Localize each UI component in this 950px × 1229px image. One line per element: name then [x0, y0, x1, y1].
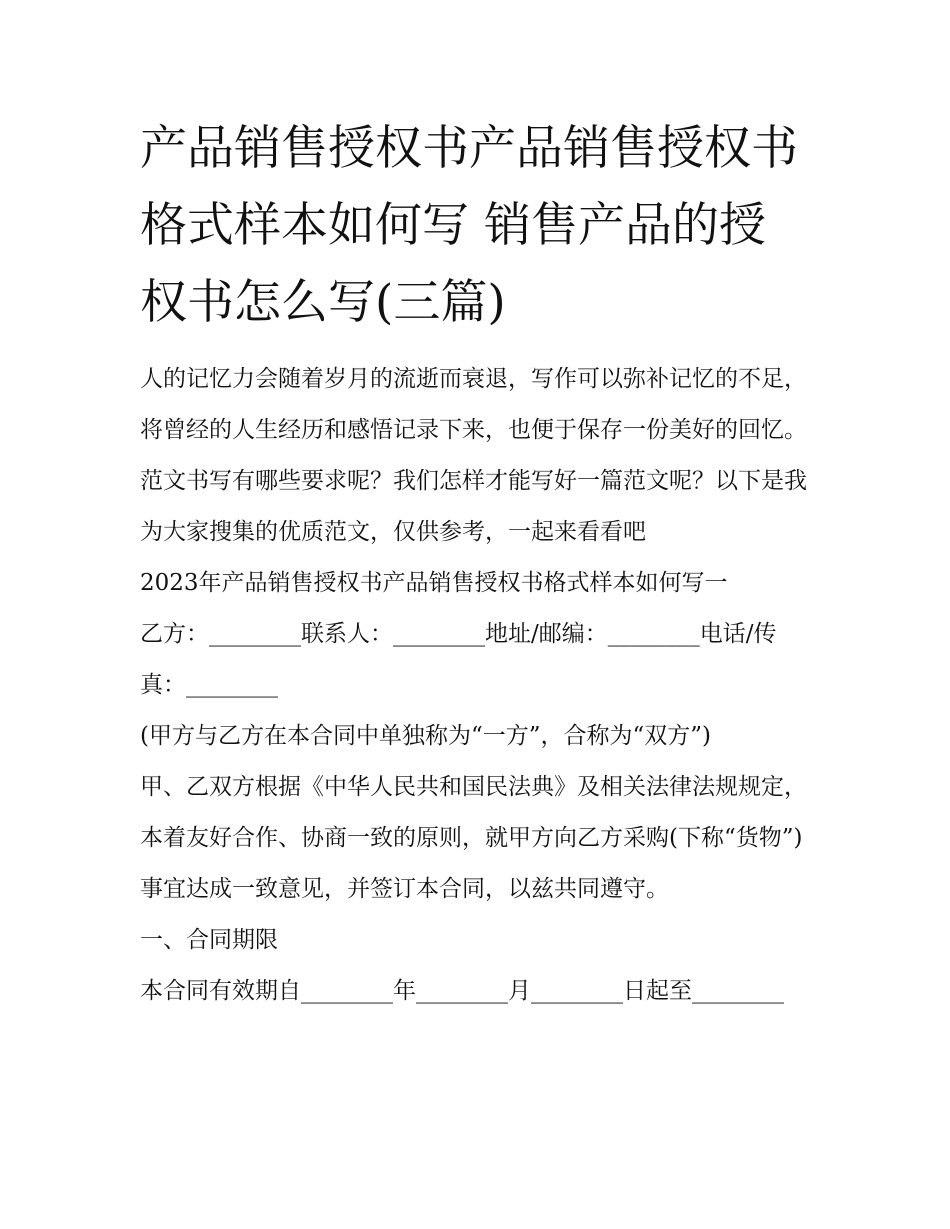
document-body	[140, 354, 812, 1017]
section-heading: 2023年产品销售授权书产品销售授权书格式样本如何写一	[140, 570, 728, 596]
document-title: 产品销售授权书产品销售授权书格式样本如何写 销售产品的授权书怎么写(三篇)	[140, 121, 798, 330]
intro-paragraph: 人的记忆力会随着岁月的流逝而衰退，写作可以弥补记忆的不足，将曾经的人生经历和感悟记录下来，也便于保存一份美好的回忆。范文书写有哪些要求呢？我们怎样才能写好一篇范文呢？以下是我为大家搜集的优质范文，仅供参考，一起来看看吧	[140, 366, 807, 545]
clause-heading-term: 一、合同期限	[140, 927, 278, 953]
agreement-paragraph: 甲、乙双方根据《中华人民共和国民法典》及相关法律法规规定，本着友好合作、协商一致的原则，就甲方向乙方采购(下称“货物”)事宜达成一致意见，并签订本合同，以兹共同遵守。	[140, 774, 807, 902]
term-paragraph: 本合同有效期自________年________月________日起至________	[140, 978, 784, 1004]
party-note: (甲方与乙方在本合同中单独称为“一方”，合称为“双方”)	[140, 723, 711, 749]
party-b-info: 乙方：________联系人：________地址/邮编：________电话/传真：________	[140, 621, 777, 698]
